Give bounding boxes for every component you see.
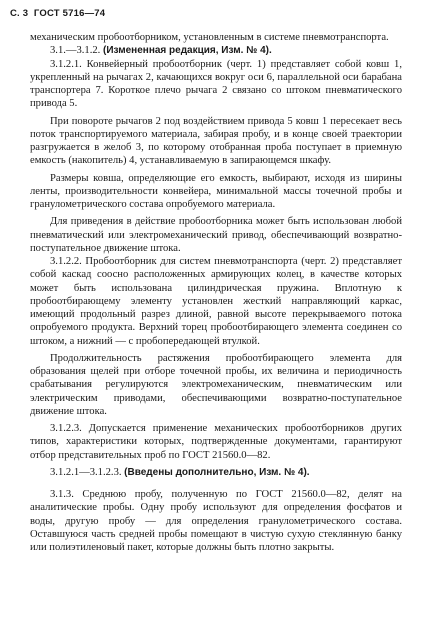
paragraph-bucket-size: Размеры ковша, определяющие его емкость, выбирают, исходя из ширины ленты, производительности конвейера, минимальной массы точечной пробы и гранулометрического состава опробуемого материала. <box>30 172 402 210</box>
paragraph-clause-3-1-2-3: 3.1.2.3. Допускается применение механических пробоотборников других типов, характеристики которых, подтвержденные документами, гарантируют отбор представительных проб по ГОСТ 21560.0—82. <box>30 423 402 461</box>
paragraph-amendment-note <box>30 44 402 57</box>
amendment-label: (Измененная редакция, Изм. № 4). <box>102 45 272 57</box>
paragraph-continuation: механическим пробоотборником, установленным в системе пневмотранспорта. <box>30 32 389 43</box>
paragraph-drive: Для приведения в действие пробоотборника может быть использован любой пневматический или электромеханический привод, обеспечивающий возвратно-поступательное движение штока. <box>30 216 402 254</box>
amendment-label: (Введены дополнительно, Изм. № 4). <box>124 466 310 478</box>
standard-id: ГОСТ 5716—74 <box>33 8 106 19</box>
clause-range: 3.1.—3.1.2. <box>50 45 101 57</box>
clause-range: 3.1.2.1—3.1.2.3. <box>50 466 122 478</box>
page-number: С. 3 <box>10 8 29 19</box>
paragraph-lever-rotation: При повороте рычагов 2 под воздействием привода 5 ковш 1 пересекает весь поток транспортируемого материала, забирая пробу, и в конце своей траектории разгружается в желоб 3, по которому отобранная проба поступает в приемную емкость (накопитель) 4, устанавливаемую в запирающемся шкафу. <box>30 115 402 167</box>
paragraph-clause-3-1-2-2: 3.1.2.2. Пробоотборник для систем пневмотранспорта (черт. 2) представляет собой каскад соосно расположенных армирующих колец, в качестве которых может быть использована цилиндрическая пружина. Вплотную к пробоотбирающему элементу установлен жесткий направляющий каркас, имеющий продольный разрез длиной, равной высоте перекрываемого потока опробуемого продукта. Верхний торец пробоотбирающего элемента соединен со штоком, а нижний — с пробопередающей втулкой. <box>30 256 402 347</box>
paragraph-clause-3-1-3: 3.1.3. Среднюю пробу, полученную по ГОСТ 21560.0—82, делят на аналитические пробы. Одну пробу используют для определения фосфатов и воды, другую пробу — для определения гранулометрического состава. Оставшуюся часть средней пробы помещают в чистую сухую стеклянную банку или полиэтиленовый пакет, которые должны быть плотно закрыты. <box>30 489 402 553</box>
paragraph-amendment-note-2 <box>30 466 402 479</box>
paragraph-stretch-duration: Продолжительность растяжения пробоотбирающего элемента для образования щелей при отборе точечной пробы, их величина и периодичность срабатывания регулируются электромеханическим, пневматическим или электрическим приводами, обеспечивающими возвратно-поступательное движение штока. <box>30 352 402 417</box>
page-header <box>10 8 105 19</box>
document-body <box>30 31 402 554</box>
paragraph-clause-3-1-2-1: 3.1.2.1. Конвейерный пробоотборник (черт. 1) представляет собой ковш 1, укрепленный на рычагах 2, качающихся вокруг оси 6, параллельной оси барабана транспортера 7. Короткое плечо рычага 2 связано со штоком пневматического привода 5. <box>30 58 402 110</box>
